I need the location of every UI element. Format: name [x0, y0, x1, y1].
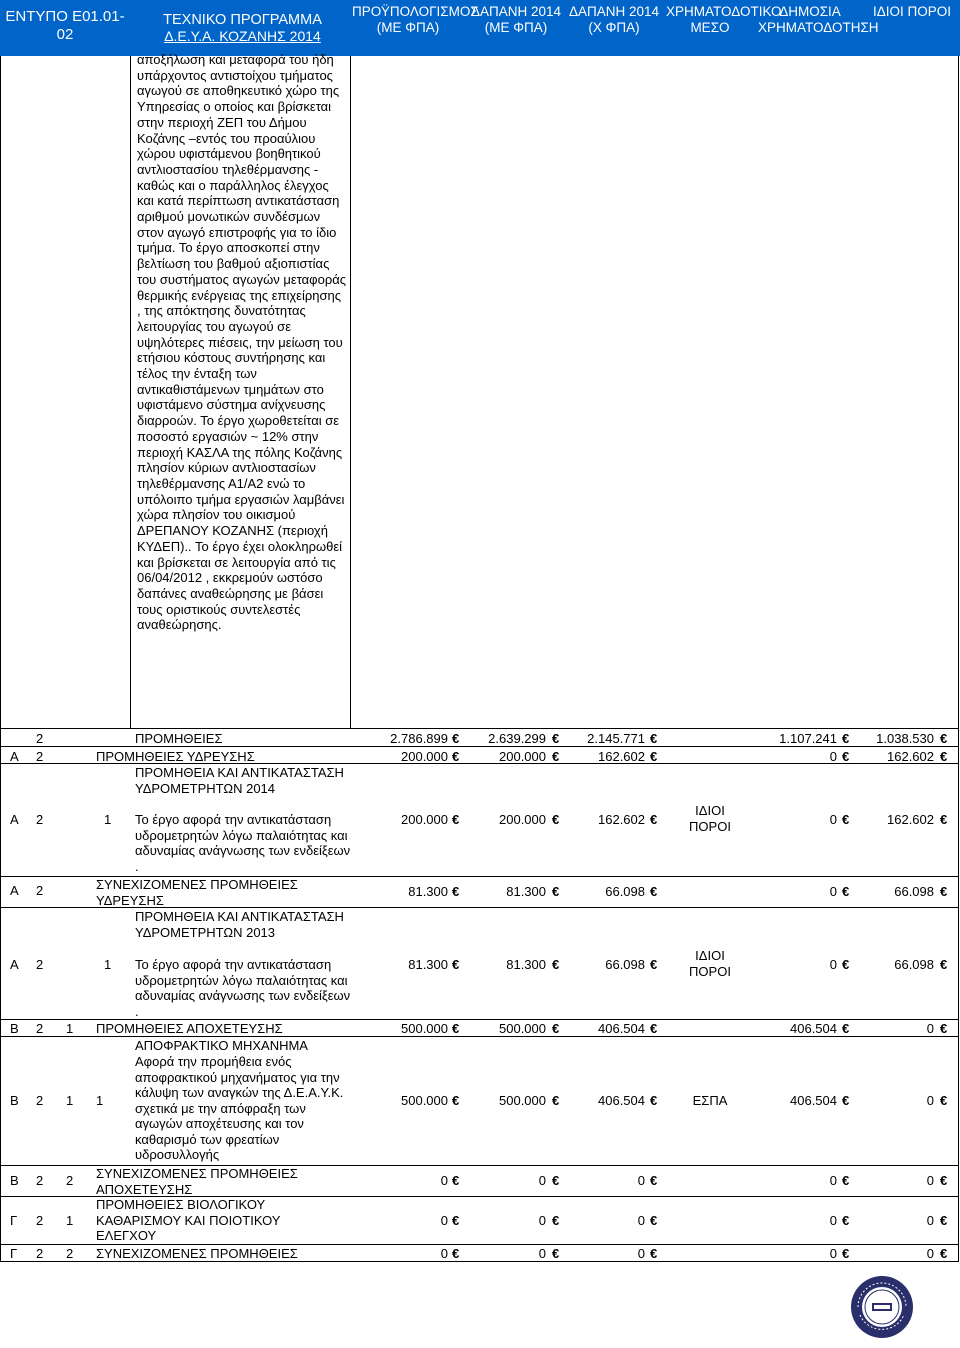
row-budget: 200.000 — [401, 812, 448, 827]
row-public: 406.504 — [790, 1093, 837, 1108]
euro-sign: € — [452, 749, 460, 764]
row-category: Α — [10, 749, 19, 764]
row-own: 66.098 — [894, 957, 934, 972]
form-code: ΕΝΤΥΠΟ Ε01.01-02 — [5, 8, 125, 43]
row-exp-novat: 0 — [637, 1173, 645, 1188]
row-exp-vat: 0 — [538, 1213, 546, 1228]
euro-sign: € — [650, 1213, 658, 1228]
col-header-expense-novat: ΔΑΠΑΝΗ 2014 (Χ ΦΠΑ) — [568, 4, 660, 35]
row-public: 0 — [829, 1173, 837, 1188]
row-exp-vat: 200.000 — [499, 812, 546, 827]
row-category: Γ — [10, 1246, 18, 1261]
euro-sign: € — [452, 1246, 460, 1261]
row-funding: ΙΔΙΟΙ ΠΟΡΟΙ — [689, 803, 731, 834]
euro-sign: € — [940, 1173, 948, 1188]
row-budget: 500.000 — [401, 1093, 448, 1108]
row-funding: ΙΔΙΟΙ ΠΟΡΟΙ — [689, 948, 731, 979]
row-own: 1.038.530 — [876, 731, 934, 746]
euro-sign: € — [552, 731, 560, 746]
row-title: ΠΡΟΜΗΘΕΙΕΣ — [135, 731, 223, 746]
row-category: Β — [10, 1093, 19, 1108]
euro-sign: € — [842, 1021, 850, 1036]
euro-sign: € — [452, 957, 460, 972]
euro-sign: € — [650, 957, 658, 972]
row-code: 2 — [36, 1093, 44, 1108]
row-exp-vat: 0 — [538, 1173, 546, 1188]
row-title: ΠΡΟΜΗΘΕΙΕΣ ΒΙΟΛΟΓΙΚΟΥ ΚΑΘΑΡΙΣΜΟΥ ΚΑΙ ΠΟΙΟΤΙΚΟΥ ΕΛΕΓΧΟΥ — [96, 1197, 281, 1243]
row-public: 0 — [829, 957, 837, 972]
row-public: 0 — [829, 1213, 837, 1228]
row-exp-novat: 66.098 — [605, 957, 645, 972]
euro-sign: € — [842, 1093, 850, 1108]
row-funding: ΕΣΠΑ — [692, 1093, 728, 1108]
euro-sign: € — [940, 884, 948, 899]
row-description: Το έργο αφορά την αντικατάσταση υδρομετρητών λόγω παλαιότητας και αδυναμίας ανάγνωσης των ενδείξεων . — [135, 957, 351, 1019]
row-subcode: 2 — [66, 1246, 74, 1261]
row-budget: 81.300 — [408, 957, 448, 972]
row-budget: 81.300 — [408, 884, 448, 899]
euro-sign: € — [940, 812, 948, 827]
row-code: 2 — [36, 812, 44, 827]
row-code: 2 — [36, 957, 44, 972]
row-subcode: 1 — [104, 812, 112, 827]
row-code: 2 — [36, 1021, 44, 1036]
row-subcode: 1 — [66, 1213, 74, 1228]
euro-sign: € — [552, 1213, 560, 1228]
row-exp-novat: 0 — [637, 1246, 645, 1261]
euro-sign: € — [452, 884, 460, 899]
row-exp-novat: 406.504 — [598, 1021, 645, 1036]
euro-sign: € — [650, 1021, 658, 1036]
row-exp-vat: 200.000 — [499, 749, 546, 764]
euro-sign: € — [552, 1246, 560, 1261]
row-own: 162.602 — [887, 749, 934, 764]
row-budget: 0 — [440, 1173, 448, 1188]
euro-sign: € — [552, 957, 560, 972]
col-header-public: ΔΗΜΟΣΙΑ ΧΡΗΜΑΤΟΔΟΤΗΣΗ — [758, 4, 879, 35]
row-title: ΠΡΟΜΗΘΕΙΑ ΚΑΙ ΑΝΤΙΚΑΤΑΣΤΑΣΗ ΥΔΡΟΜΕΤΡΗΤΩΝ 2014 — [135, 765, 344, 796]
row-own: 66.098 — [894, 884, 934, 899]
euro-sign: € — [552, 884, 560, 899]
row-own: 0 — [926, 1021, 934, 1036]
row-budget: 500.000 — [401, 1021, 448, 1036]
euro-sign: € — [452, 1021, 460, 1036]
row-code: 2 — [36, 1173, 44, 1188]
row-exp-vat: 500.000 — [499, 1093, 546, 1108]
row-exp-novat: 66.098 — [605, 884, 645, 899]
program-title-line2: Δ.Ε.Υ.Α. ΚΟΖΑΝΗΣ 2014 — [164, 28, 321, 44]
euro-sign: € — [842, 957, 850, 972]
row-code: 2 — [36, 1213, 44, 1228]
row-category: Β — [10, 1021, 19, 1036]
euro-sign: € — [842, 1213, 850, 1228]
col-header-expense-vat: ΔΑΠΑΝΗ 2014 (ΜΕ ΦΠΑ) — [470, 4, 562, 35]
program-title-line1: ΤΕΧΝΙΚΟ ΠΡΟΓΡΑΜΜΑ — [163, 12, 322, 28]
euro-sign: € — [940, 957, 948, 972]
row-exp-vat: 81.300 — [506, 884, 546, 899]
row-code: 2 — [36, 749, 44, 764]
row-title: ΠΡΟΜΗΘΕΙΕΣ ΑΠΟΧΕΤΕΥΣΗΣ — [96, 1021, 283, 1036]
row-own: 162.602 — [887, 812, 934, 827]
row-title: ΠΡΟΜΗΘΕΙΑ ΚΑΙ ΑΝΤΙΚΑΤΑΣΤΑΣΗ ΥΔΡΟΜΕΤΡΗΤΩΝ 2013 — [135, 909, 344, 940]
euro-sign: € — [842, 731, 850, 746]
col-header-budget: ΠΡΟΫΠΟΛΟΓΙΣΜΟΣ (ΜΕ ΦΠΑ) — [352, 4, 479, 35]
row-item-code: 1 — [96, 1093, 104, 1108]
euro-sign: € — [650, 1093, 658, 1108]
row-exp-vat: 2.639.299 — [488, 731, 546, 746]
row-code: 2 — [36, 1246, 44, 1261]
euro-sign: € — [940, 1213, 948, 1228]
euro-sign: € — [552, 1093, 560, 1108]
euro-sign: € — [650, 731, 658, 746]
euro-sign: € — [940, 1093, 948, 1108]
row-public: 0 — [829, 1246, 837, 1261]
row-description: Το έργο αφορά την αντικατάσταση υδρομετρητών λόγω παλαιότητας και αδυναμίας ανάγνωσης των ενδείξεων . — [135, 812, 351, 874]
euro-sign: € — [452, 1213, 460, 1228]
euro-sign: € — [842, 1246, 850, 1261]
euro-sign: € — [940, 1021, 948, 1036]
row-public: 406.504 — [790, 1021, 837, 1036]
program-title — [135, 0, 350, 56]
certification-stamp-icon — [850, 1275, 914, 1339]
euro-sign: € — [940, 749, 948, 764]
euro-sign: € — [452, 1093, 460, 1108]
row-title: ΣΥΝΕΧΙΖΟΜΕΝΕΣ ΠΡΟΜΗΘΕΙΕΣ ΥΔΡΕΥΣΗΣ — [96, 877, 298, 908]
row-subcode: 1 — [66, 1021, 74, 1036]
row-description: Αφορά την προμήθεια ενός αποφρακτικού μηχανήματος για την κάλυψη των αναγκών της Δ.Ε.Α.Υ.Κ. σχετικά με την απόφραξη των αγωγών αποχέτευσης και τον καθαρισμό των φρεατίων υδροσυλλογής — [135, 1054, 344, 1162]
row-title: ΑΠΟΦΡΑΚΤΙΚΟ ΜΗΧΑΝΗΜΑ — [135, 1038, 308, 1053]
row-category: Β — [10, 1173, 19, 1188]
row-title: ΣΥΝΕΧΙΖΟΜΕΝΕΣ ΠΡΟΜΗΘΕΙΕΣ ΑΠΟΧΕΤΕΥΣΗΣ — [96, 1166, 298, 1197]
euro-sign: € — [650, 749, 658, 764]
row-own: 0 — [926, 1213, 934, 1228]
euro-sign: € — [452, 1173, 460, 1188]
row-code: 2 — [36, 731, 44, 746]
euro-sign: € — [552, 749, 560, 764]
row-exp-vat: 500.000 — [499, 1021, 546, 1036]
row-code: 2 — [36, 883, 44, 898]
row-subcode: 1 — [104, 957, 112, 972]
euro-sign: € — [650, 812, 658, 827]
col-header-own: ΙΔΙΟΙ ΠΟΡΟΙ — [872, 4, 952, 19]
row-title: ΠΡΟΜΗΘΕΙΕΣ ΥΔΡΕΥΣΗΣ — [96, 749, 255, 764]
row-own: 0 — [926, 1093, 934, 1108]
row-exp-novat: 162.602 — [598, 749, 645, 764]
row-exp-novat: 162.602 — [598, 812, 645, 827]
euro-sign: € — [842, 1173, 850, 1188]
euro-sign: € — [552, 1173, 560, 1188]
row-own: 0 — [926, 1173, 934, 1188]
project-description: αποξήλωση και μεταφορά του ήδη υπάρχοντος αντιστοίχου τμήματος αγωγού σε αποθηκευτικό χώρο της Υπηρεσίας ο οποίος και βρίσκεται στην περιοχή ΖΕΠ του Δήμου Κοζάνης –εντός του προαύλιου χώρου υφιστάμενου βοηθητικού αντλιοστασίου τηλεθέρμανσης - καθώς και ο παράλληλος έλεγχος και κατά περίπτωση αντικατάσταση αριθμού μονωτικών συνδέσμων στον αγωγό επιστροφής για το ίδιο τμήμα. Το έργο αποσκοπεί στην βελτίωση του βαθμού αξιοπιστίας του συστήματος αγωγών μεταφοράς θερμικής ενέργειας της επιχείρησης , της απόκτησης δυνατότητας λειτουργίας του αγωγού σε υψηλότερες πιέσεις, την μείωση του ετήσιου κόστους συντήρησης και τέλος την ένταξη των αντικαθιστάμενων τμημάτων στο υφιστάμενο σύστημα ανίχνευσης διαρροών. Το έργο χωροθετείται σε ποσοστό εργασιών ~ 12% στην περιοχή ΚΑΣΛΑ της πόλης Κοζάνης πλησίον κύριων αντλιοστασίων τηλεθέρμανσης Α1/Α2 ενώ το υπόλοιπο τμήμα εργασιών λαμβάνει χώρα πλησίον του οικισμού ΔΡΕΠΑΝΟΥ ΚΟΖΑΝΗΣ (περιοχή ΚΥΔΕΠ).. Το έργο έχει ολοκληρωθεί και βρίσκεται σε λειτουργία από τις 06/04/2012 , εκκρεμούν ωστόσο δαπάνες αναθεώρησης με βάσει τους οριστικούς συντελεστές αναθεώρησης. — [137, 52, 347, 633]
euro-sign: € — [452, 812, 460, 827]
row-subcode: 2 — [66, 1173, 74, 1188]
euro-sign: € — [940, 731, 948, 746]
euro-sign: € — [650, 1173, 658, 1188]
row-category: Α — [10, 883, 19, 898]
col-header-funding: ΧΡΗΜΑΤΟΔΟΤΙΚΟ ΜΕΣΟ — [666, 4, 782, 35]
row-public: 0 — [829, 749, 837, 764]
row-category: Α — [10, 957, 19, 972]
row-exp-novat: 2.145.771 — [587, 731, 645, 746]
row-exp-novat: 0 — [637, 1213, 645, 1228]
euro-sign: € — [940, 1246, 948, 1261]
row-public: 0 — [829, 884, 837, 899]
row-public: 0 — [829, 812, 837, 827]
row-budget: 0 — [440, 1213, 448, 1228]
row-exp-vat: 0 — [538, 1246, 546, 1261]
row-budget: 0 — [440, 1246, 448, 1261]
row-exp-novat: 406.504 — [598, 1093, 645, 1108]
euro-sign: € — [650, 1246, 658, 1261]
euro-sign: € — [842, 884, 850, 899]
euro-sign: € — [650, 884, 658, 899]
row-public: 1.107.241 — [779, 731, 837, 746]
euro-sign: € — [552, 812, 560, 827]
euro-sign: € — [842, 749, 850, 764]
row-exp-vat: 81.300 — [506, 957, 546, 972]
euro-sign: € — [552, 1021, 560, 1036]
row-category: Α — [10, 812, 19, 827]
row-title: ΣΥΝΕΧΙΖΟΜΕΝΕΣ ΠΡΟΜΗΘΕΙΕΣ — [96, 1246, 298, 1261]
euro-sign: € — [842, 812, 850, 827]
row-budget: 2.786.899 — [390, 731, 448, 746]
euro-sign: € — [452, 731, 460, 746]
row-subcode: 1 — [66, 1093, 74, 1108]
row-budget: 200.000 — [401, 749, 448, 764]
table-header — [0, 0, 960, 56]
row-own: 0 — [926, 1246, 934, 1261]
row-category: Γ — [10, 1213, 18, 1228]
